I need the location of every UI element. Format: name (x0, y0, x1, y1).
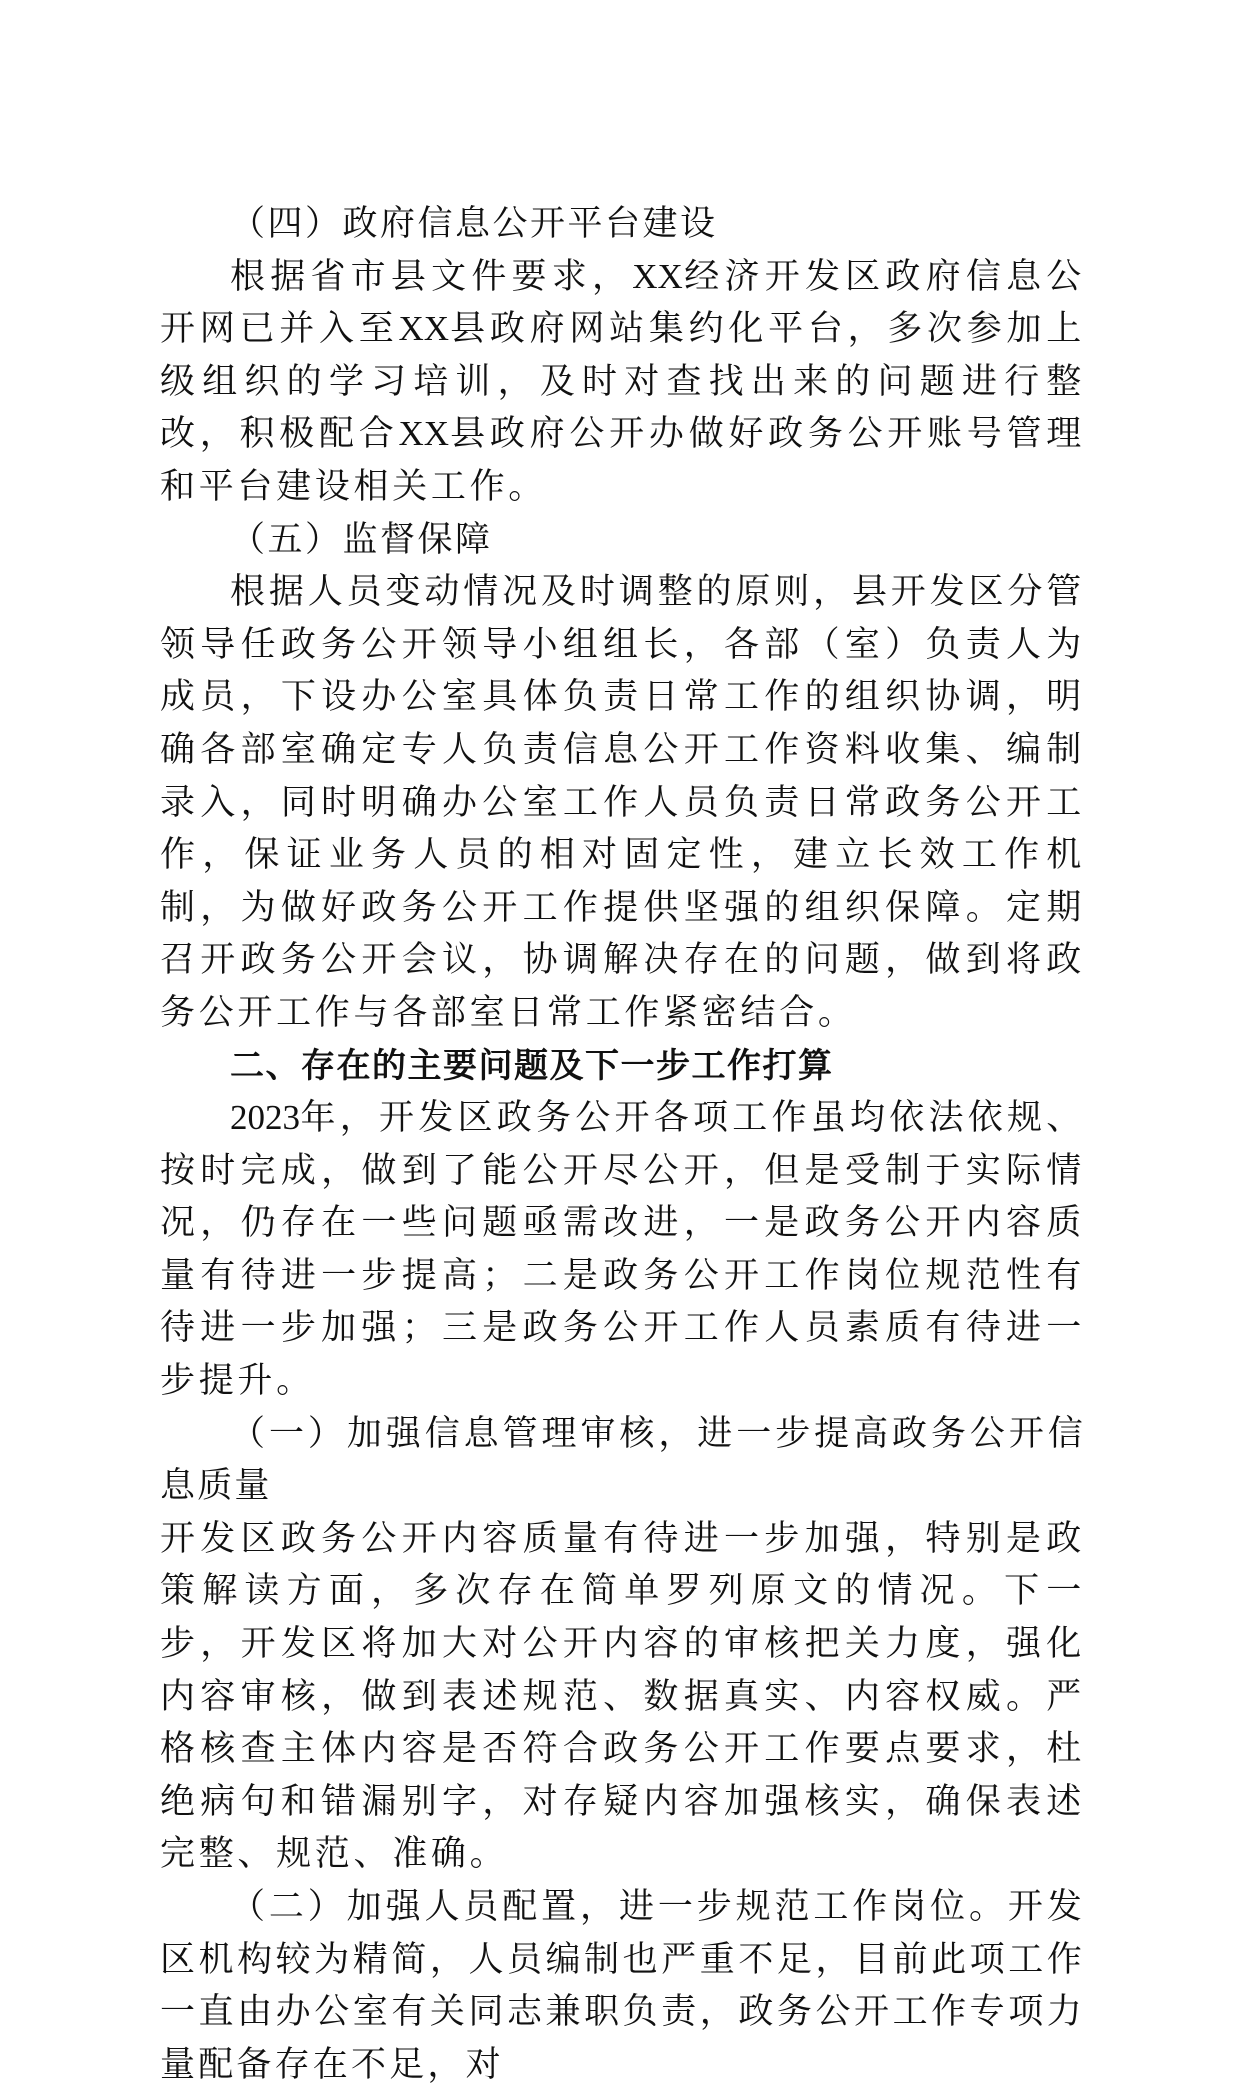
section-heading-problems: 二、存在的主要问题及下一步工作打算 (230, 1045, 834, 1086)
placeholder-xx: XX (632, 256, 683, 296)
paragraph-supervision: 根据人员变动情况及时调整的原则，县开发区分管领导任政务公开领导小组组长，各部（室）负责人为成员，下设办公室具体负责日常工作的组织协调，明确各部室确定专人负责信息公开工作资料收集、编制录入，同时明确办公室工作人员负责日常政务公开工作，保证业务人员的相对固定性，建立长效工作机制，为做好政务公开工作提供坚强的组织保障。定期召开政务公开会议，协调解决存在的问题，做到将政务公开工作与各部室日常工作紧密结合。 (160, 572, 1085, 1033)
paragraph-info-review: 开发区政务公开内容质量有待进一步加强，特别是政策解读方面，多次存在简单罗列原文的情况。下一步，开发区将加大对公开内容的审核把关力度，强化内容审核，做到表述规范、数据真实、内容权威。严格核查主体内容是否符合政务公开工作要点要求，杜绝病句和错漏别字，对存疑内容加强核实，确保表述完整、规范、准确。 (160, 1518, 1085, 1875)
year-text: 2023 (230, 1098, 300, 1138)
subsection-heading-supervision: （五）监督保障 (230, 519, 493, 560)
subsection-heading-info-review (160, 1408, 1085, 1513)
document-page (160, 198, 1085, 2091)
paragraph-platform-construction (160, 251, 1085, 514)
subsection-heading-platform: （四）政府信息公开平台建设 (230, 204, 718, 244)
subsection-heading-staffing: （二）加强人员配置，进一步规范工作岗位。 (230, 1887, 1008, 1927)
paragraph-staffing (160, 1881, 1085, 2091)
text-run: 县政府公开办做好政务公开账号管理和平台建设相关工作。 (160, 414, 1085, 507)
text-run: 年，开发区政务公开各项工作虽均依法依规、按时完成，做到了能公开尽公开，但是受制于实际情况，仍存在一些问题亟需改进，一是政务公开内容质量有待进一步提高；二是政务公开工作岗位规范性有待进一步加强；三是政务公开工作人员素质有待进一步提升。 (160, 1098, 1085, 1402)
text-run: 根据省市县文件要求， (230, 256, 633, 297)
text-run: 县政府网站集约化平台，多次参加上级组织的学习培训，及时对查找出来的问题进行整改，积极配合 (160, 309, 1085, 455)
paragraph-problems (160, 1092, 1085, 1408)
text-run: 经济开发区政府信息公开网已并入至 (160, 256, 1085, 350)
placeholder-xx: XX (398, 309, 450, 349)
placeholder-xx: XX (398, 414, 450, 454)
text-run: 开发区机构较为精简，人员编制也严重不足，目前此项工作一直由办公室有关同志兼职负责，政务公开工作专项力量配备存在不足，对 (160, 1887, 1085, 2085)
subsection-heading-text: （一）加强信息管理审核，进一步提高政务公开信息质量 (160, 1413, 1085, 1507)
